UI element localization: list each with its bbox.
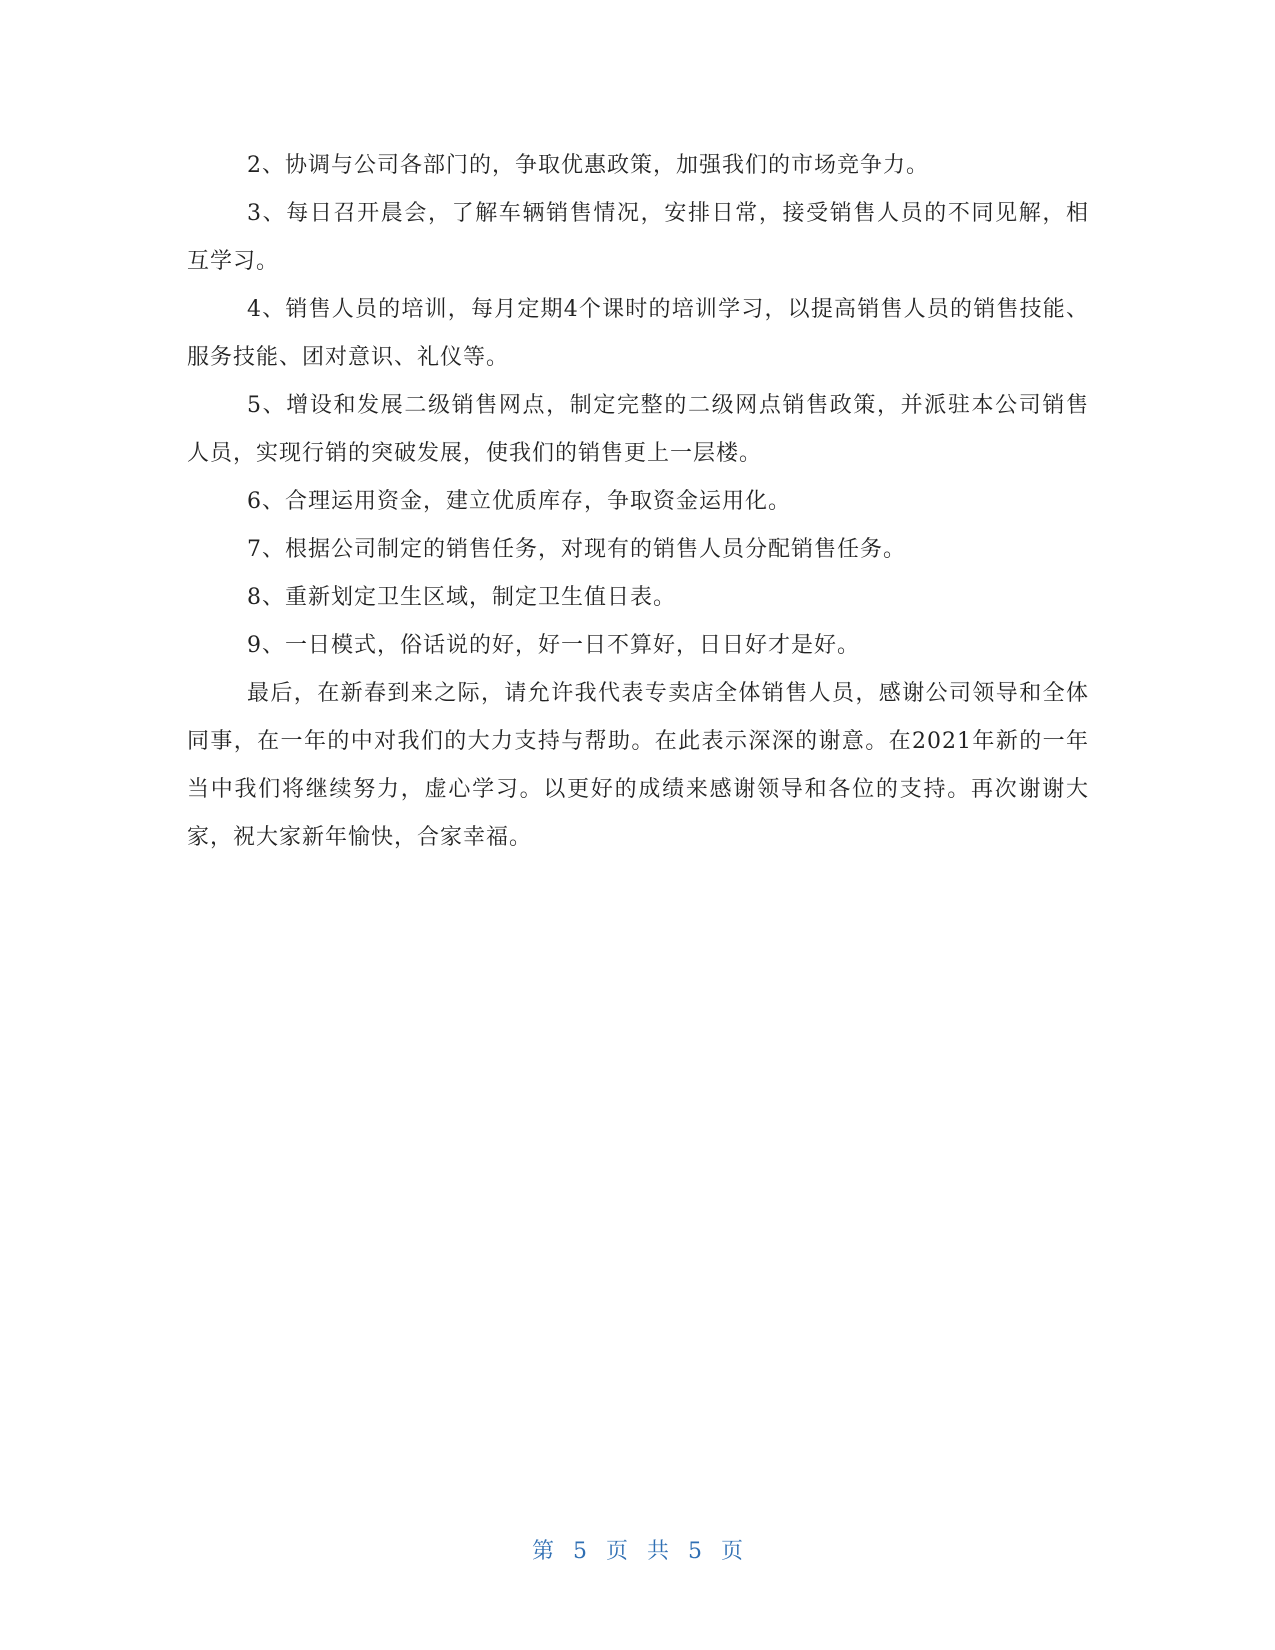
paragraph-item-2: 2、协调与公司各部门的，争取优惠政策，加强我们的市场竞争力。 <box>247 153 929 178</box>
closing-paragraph: 最后，在新春到来之际，请允许我代表专卖店全体销售人员，感谢公司领导和全体同事，在一年的中对我们的大力支持与帮助。在此表示深深的谢意。在2021年新的一年当中我们将继续努力，虚心学习。以更好的成绩来感谢领导和各位的支持。再次谢谢大家，祝大家新年愉快，合家幸福。 <box>187 681 1089 850</box>
paragraph-item-6: 6、合理运用资金，建立优质库存，争取资金运用化。 <box>247 489 791 514</box>
total-page-count: 5 <box>688 1539 703 1564</box>
paragraph-item-9: 9、一日模式，俗话说的好，好一日不算好，日日好才是好。 <box>247 633 860 658</box>
paragraph-item-8: 8、重新划定卫生区域，制定卫生值日表。 <box>247 585 676 610</box>
paragraph-item-3: 3、每日召开晨会，了解车辆销售情况，安排日常，接受销售人员的不同见解，相互学习。 <box>187 201 1089 274</box>
page-suffix: 页 <box>721 1539 744 1564</box>
paragraph-item-7: 7、根据公司制定的销售任务，对现有的销售人员分配销售任务。 <box>247 537 906 562</box>
total-prefix: 共 <box>647 1539 670 1564</box>
page-label: 页 <box>605 1539 628 1564</box>
page-prefix: 第 <box>531 1539 554 1564</box>
paragraph-item-5: 5、增设和发展二级销售网点，制定完整的二级网点销售政策，并派驻本公司销售人员，实现行销的突破发展，使我们的销售更上一层楼。 <box>187 393 1089 466</box>
document-body <box>187 142 1089 862</box>
page-footer <box>0 1535 1275 1569</box>
current-page-number: 5 <box>572 1539 587 1564</box>
paragraph-item-4: 4、销售人员的培训，每月定期4个课时的培训学习，以提高销售人员的销售技能、服务技能、团对意识、礼仪等。 <box>187 297 1089 370</box>
